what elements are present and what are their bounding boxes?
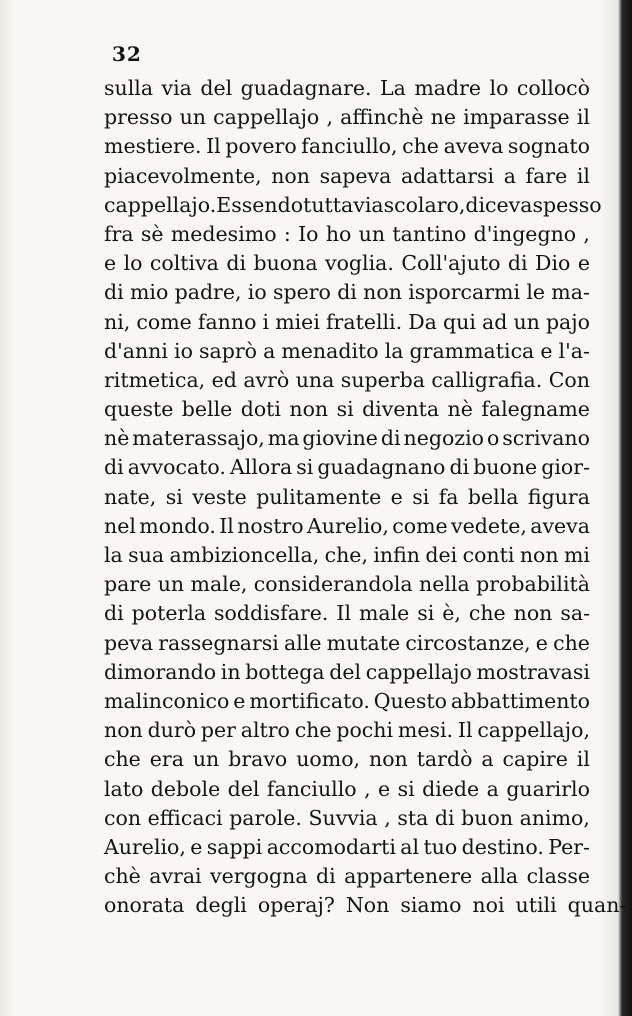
text-line: presso un cappellajo , affinchè ne imparasse il xyxy=(104,105,590,130)
text-line: chè avrai vergogna di appartenere alla classe xyxy=(104,864,590,889)
text-line: e lo coltiva di buona voglia. Coll'ajuto di Dio e xyxy=(104,251,590,276)
text-line: peva rassegnarsi alle mutate circostanze, e che xyxy=(104,630,590,655)
text-line: d'anni io saprò a menadito la grammatica e l'a- xyxy=(104,338,590,363)
text-line: nè materassajo, ma giovine di negozio o scrivano xyxy=(104,426,590,451)
text-line: piacevolmente, non sapeva adattarsi a fare il xyxy=(104,163,590,188)
text-line: ritmetica, ed avrò una superba calligrafia. Con xyxy=(104,367,590,392)
text-line: che era un bravo uomo, non tardò a capire il xyxy=(104,747,590,772)
text-line: nate, si veste pulitamente e si fa bella figura xyxy=(104,484,590,509)
page-number: 32 xyxy=(112,42,142,66)
text-line: malinconico e mortificato. Questo abbattimento xyxy=(104,688,590,713)
text-line: di poterla soddisfare. Il male si è, che non sa- xyxy=(104,601,590,626)
text-line: sulla via del guadagnare. La madre lo collocò xyxy=(104,76,590,100)
text-line: di mio padre, io spero di non isporcarmi le ma- xyxy=(104,280,590,305)
body-text xyxy=(104,74,627,920)
text-line: onorata degli operaj? Non siamo noi utili quan- xyxy=(104,893,627,918)
text-line: pare un male, considerandola nella probabilità xyxy=(104,572,590,597)
text-line: Aurelio, e sappi accomodarti al tuo destino. Per- xyxy=(104,834,590,859)
text-line: di avvocato. Allora si guadagnano di buone gior- xyxy=(104,455,590,480)
text-line: la sua ambizioncella, che, infin dei conti non mi xyxy=(104,543,590,567)
text-line: dimorando in bottega del cappellajo mostravasi xyxy=(104,659,590,684)
text-line: fra sè medesimo : Io ho un tantino d'ingegno , xyxy=(104,221,590,246)
text-line: non durò per altro che pochi mesi. Il cappellajo, xyxy=(104,718,590,743)
text-line: con efficaci parole. Suvvia , sta di buon animo, xyxy=(104,805,590,830)
text-line: cappellajo. Essendo tuttavia scolaro, diceva spesso xyxy=(104,192,602,217)
text-line: nel mondo. Il nostro Aurelio, come vedete, aveva xyxy=(104,513,590,538)
text-line: ni, come fanno i miei fratelli. Da qui ad un pajo xyxy=(104,309,590,334)
text-line: lato debole del fanciullo , e si diede a guarirlo xyxy=(104,776,590,801)
text-line: queste belle doti non si diventa nè falegname xyxy=(104,397,590,422)
text-line: mestiere. Il povero fanciullo, che aveva sognato xyxy=(104,134,590,159)
